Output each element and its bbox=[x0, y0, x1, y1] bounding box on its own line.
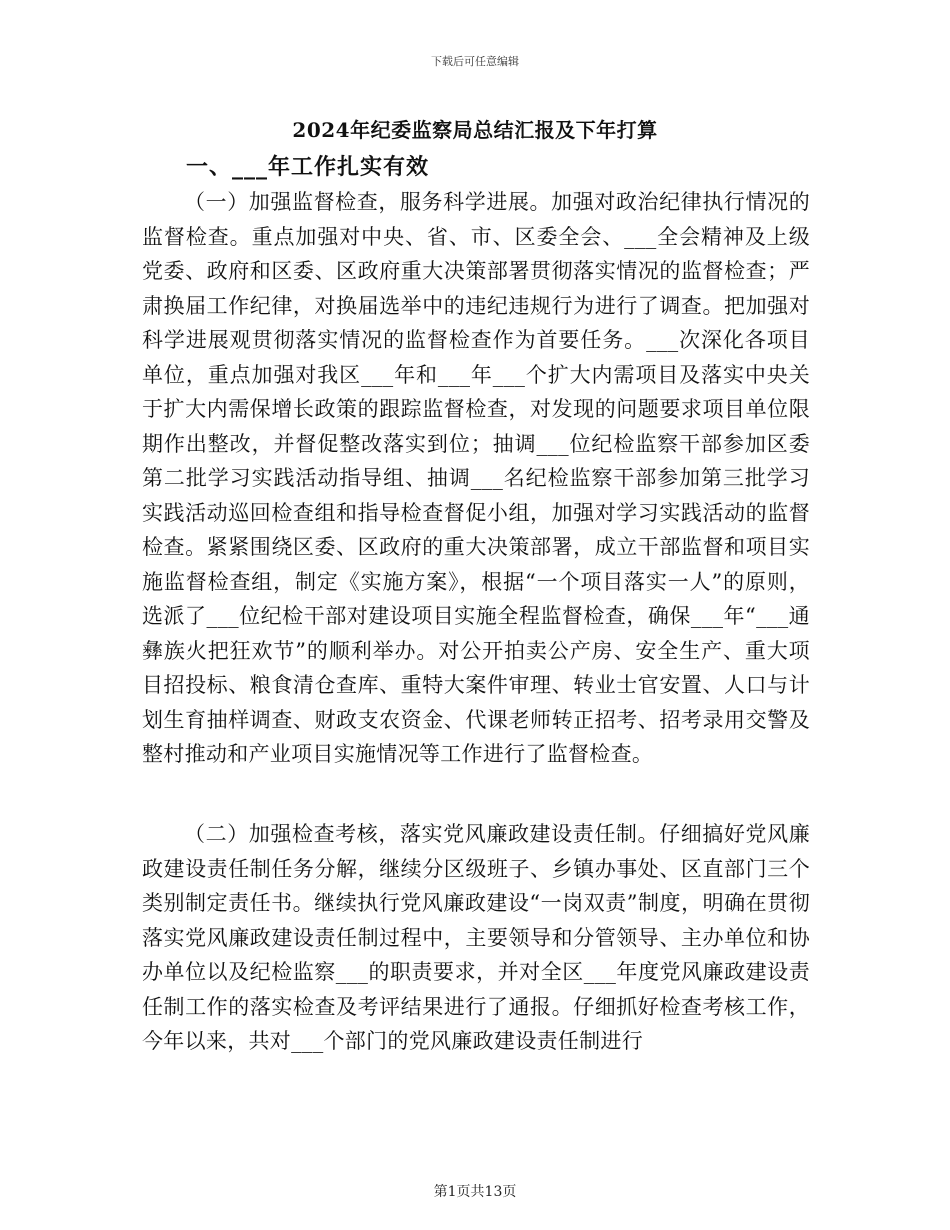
body-paragraph-2: （二）加强检查考核，落实党风廉政建设责任制。仔细搞好党风廉政建设责任制任务分解，继续分区级班子、乡镇办事处、区直部门三个类别制定责任书。继续执行党风廉政建设“一岗双责”制度，明确在贯彻落实党风廉政建设责任制过程中，主要领导和分管领导、主办单位和协办单位以及纪检监察___的职责要求，并对全区___年度党风廉政建设责任制工作的落实检查及考评结果进行了通报。仔细抓好检查考核工作，今年以来，共对___个部门的党风廉政建设责任制进行 bbox=[142, 822, 810, 1053]
download-note: 下载后可任意编辑 bbox=[431, 55, 519, 68]
document-title: 2024年纪委监察局总结汇报及下年打算 bbox=[292, 118, 658, 142]
body-paragraph-1: （一）加强监督检查，服务科学进展。加强对政治纪律执行情况的监督检查。重点加强对中央、省、市、区委全会、___全会精神及上级党委、政府和区委、区政府重大决策部署贯彻落实情况的监督检查；严肃换届工作纪律，对换届选举中的违纪违规行为进行了调查。把加强对科学进展观贯彻落实情况的监督检查作为首要任务。___次深化各项目单位，重点加强对我区___年和___年___个扩大内需项目及落实中央关于扩大内需保增长政策的跟踪监督检查，对发现的问题要求项目单位限期作出整改，并督促整改落实到位；抽调___位纪检监察干部参加区委第二批学习实践活动指导组、抽调___名纪检监察干部参加第三批学习实践活动巡回检查组和指导检查督促小组，加强对学习实践活动的监督检查。紧紧围绕区委、区政府的重大决策部署，成立干部监督和项目实施监督检查组，制定《实施方案》，根据“一个项目落实一人”的原则，选派了___位纪检干部对建设项目实施全程监督检查，确保___年“___通彝族火把狂欢节”的顺利举办。对公开拍卖公产房、安全生产、重大项目招投标、粮食清仓查库、重特大案件审理、转业士官安置、人口与计划生育抽样调查、财政支农资金、代课老师转正招考、招考录用交警及整村推动和产业项目实施情况等工作进行了监督检查。 bbox=[142, 190, 810, 766]
section-heading: 一、___年工作扎实有效 bbox=[186, 154, 430, 180]
page-number: 第1页共13页 bbox=[433, 1184, 517, 1200]
